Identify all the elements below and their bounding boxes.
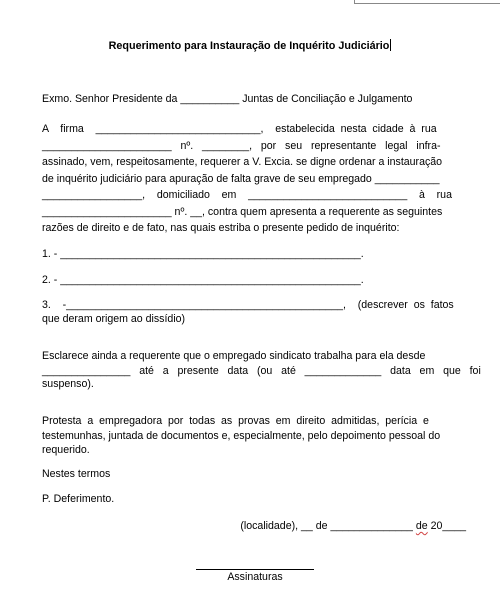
paragraph-1-line-3: assinado, vem, respeitosamente, requerer a V. Excia. se digne ordenar a instauração xyxy=(42,156,443,168)
list-item-1: 1. - ___________________________________________________. xyxy=(42,248,364,260)
paragraph-1-line-7: razões de direito e de fato, nas quais estriba o presente pedido de inquérito: xyxy=(42,222,400,234)
paragraph-1-line-6: ______________________ nº. __, contra quem apresenta a requerente as seguintes xyxy=(42,206,443,218)
paragraph-2-line-3: suspenso). xyxy=(42,378,94,390)
salutation: Exmo. Senhor Presidente da __________ Juntas de Conciliação e Julgamento xyxy=(42,93,413,105)
paragraph-1-line-1: A firma ____________________________, estabelecida nesta cidade à rua xyxy=(42,123,437,135)
paragraph-1-line-4: de inquérito judiciário para apuração de falta grave de seu empregado ___________ xyxy=(42,173,440,185)
paragraph-1-line-2: ______________________ nº. ________, por seu representante legal infra- xyxy=(42,140,441,152)
list-item-3-line-2: que deram origem ao dissídio) xyxy=(42,313,186,325)
paragraph-2-line-1: Esclarece ainda a requerente que o empregado sindicato trabalha para ela desde xyxy=(42,350,426,362)
text-caret xyxy=(390,39,391,51)
paragraph-3-line-3: requerido. xyxy=(42,444,90,456)
paragraph-3-line-1: Protesta a empregadora por todas as provas em direito admitidas, perícia e xyxy=(42,415,429,427)
paragraph-3-line-2: testemunhas, juntada de documentos e, especialmente, pelo depoimento pessoal do xyxy=(42,430,441,442)
signature-label: Assinaturas xyxy=(227,571,283,583)
signature-line xyxy=(196,569,314,570)
window-edge-box xyxy=(354,0,500,4)
spellcheck-flag: de xyxy=(415,520,428,532)
paragraph-1-line-5: _________________, domiciliado em ___________________________ à rua xyxy=(42,189,452,201)
closing-text: Nestes termos xyxy=(42,468,111,480)
request-text: P. Deferimento. xyxy=(42,493,115,505)
list-item-2: 2. - ___________________________________________________. xyxy=(42,274,364,286)
list-item-3: 3. -_______________________________________________, (descrever os fatos xyxy=(42,299,454,311)
document-title: Requerimento para Instauração de Inquérito Judiciário xyxy=(108,40,390,52)
paragraph-2-line-2: _______________ até a presente data (ou até _____________ data em que foi xyxy=(42,365,481,377)
locality-date-line: (localidade), __ de ______________ de 20____ xyxy=(240,520,466,532)
